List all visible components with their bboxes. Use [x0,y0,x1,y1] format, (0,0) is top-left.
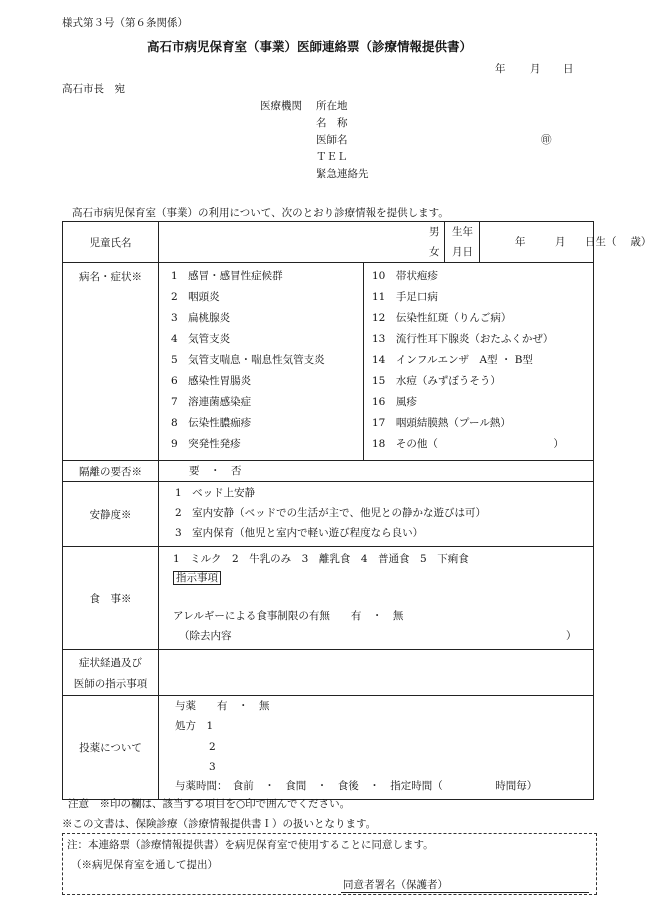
meal-label: 食 事※ [63,547,159,650]
row-disease [63,263,594,461]
date-month-label: 月 [530,63,541,75]
row-isolation [63,461,594,482]
disease-item[interactable]: 10 帯状疱疹 [372,270,438,282]
instructions-label: 指示事項 [173,571,221,585]
disease-item[interactable]: 18 その他（ ） [372,438,564,450]
seal-mark: ㊞ [541,134,552,146]
institution-label: 医療機関 [260,100,302,112]
disease-item[interactable]: 7 溶連菌感染症 [171,396,252,408]
birth-label-top: 生年 [452,226,473,238]
consent-via: （※病児保育室を通して提出） [71,859,218,871]
child-name-label: 児童氏名 [63,222,159,263]
removal-content-label[interactable]: （除去内容 [179,630,232,642]
note-insurance: ※この文書は、保険診療（診療情報提供書Ｉ）の扱いとなります。 [62,818,377,830]
prescription-line-3[interactable]: 3 [209,761,216,773]
disease-item[interactable]: 14 インフルエンザ A型 ・ B型 [372,354,533,366]
rest-option[interactable]: 2 室内安静（ベッドでの生活が主で、他児との静かな遊びは可） [175,507,486,519]
row-child-name [63,222,594,263]
disease-item[interactable]: 4 気管支炎 [171,333,231,345]
rest-label: 安静度※ [63,482,159,547]
meal-cell [159,547,594,650]
progress-cell[interactable] [159,650,594,696]
disease-item[interactable]: 5 気管支喘息・喘息性気管支炎 [171,354,325,366]
child-name-cell[interactable] [159,222,651,263]
intro-text: 高石市病児保育室（事業）の利用について、次のとおり診療情報を提供します。 [72,207,449,219]
addressee: 高石市長 宛 [62,83,125,95]
gender-divider [444,222,445,262]
disease-item[interactable]: 17 咽頭結膜熱（プール熱） [372,417,511,429]
prescription-line-2[interactable]: 2 [209,741,216,753]
progress-label-line1: 症状経過及び [79,656,142,669]
rest-option[interactable]: 3 室内保育（他児と室内で軽い遊び程度なら良い） [175,527,424,539]
medication-timing[interactable]: 与薬時間： 食前 ・ 食間 ・ 食後 ・ 指定時間（ 時間毎） [175,780,538,792]
row-progress [63,650,594,696]
form-number: 様式第３号（第６条関係） [62,17,188,29]
medication-cell [159,696,594,800]
meal-options[interactable]: 1 ミルク 2 牛乳のみ 3 離乳食 4 普通食 5 下痢食 [173,553,469,565]
isolation-options[interactable]: 要 ・ 否 [189,465,242,477]
disease-label-cell [63,263,159,461]
signature-line[interactable] [341,892,589,893]
disease-item[interactable]: 12 伝染性紅斑（りんご病） [372,312,512,324]
isolation-cell [159,461,594,482]
birth-year-label: 年 [515,236,526,248]
instructions-label-wrap [173,571,221,585]
progress-label-line2: 医師の指示事項 [73,677,148,690]
institution-name-label: 名 称 [316,117,348,129]
prescription-line-1[interactable]: 処方 1 [175,720,214,732]
note-asterisk: 注意 ※印の欄は、該当する項目を○印で囲んでください。 [68,798,351,810]
allergy-question[interactable]: アレルギーによる食事制限の有無 有 ・ 無 [173,610,404,622]
tel-label: ＴＥＬ [316,151,348,163]
row-meal [63,547,594,650]
medication-give[interactable]: 与薬 有 ・ 無 [175,700,270,712]
disease-item[interactable]: 8 伝染性膿痂疹 [171,417,252,429]
row-medication [63,696,594,800]
disease-item[interactable]: 1 感冒・感冒性症候群 [171,270,283,282]
form-table [62,221,651,800]
medication-label: 投薬について [63,696,159,800]
consent-box [62,833,597,895]
birth-day-age-label: 日生（ 歳） [585,236,651,248]
birth-month-label: 月 [555,236,566,248]
disease-item[interactable]: 9 突発性発疹 [171,438,241,450]
gender-female[interactable]: 女 [429,246,440,258]
rest-cell [159,482,594,547]
disease-cell [159,263,594,461]
disease-item[interactable]: 16 風疹 [372,396,417,408]
institution-address-label: 所在地 [316,100,348,112]
consent-text: 注：本連絡票（診療情報提供書）を病児保育室で使用することに同意します。 [67,839,434,851]
rest-option[interactable]: 1 ベッド上安静 [175,487,256,499]
row-rest [63,482,594,547]
emergency-contact-label: 緊急連絡先 [316,168,369,180]
doctor-name-label: 医師名 [316,134,348,146]
disease-item[interactable]: 11 手足口病 [372,291,438,303]
date-year-label: 年 [495,63,506,75]
document-title: 高石市病児保育室（事業）医師連絡票（診療情報提供書） [147,39,473,54]
birth-divider [479,222,480,262]
disease-label: 病名・症状※ [79,271,142,283]
disease-item[interactable]: 3 扁桃腺炎 [171,312,231,324]
disease-item[interactable]: 2 咽頭炎 [171,291,220,303]
date-day-label: 日 [563,63,574,75]
disease-item[interactable]: 15 水痘（みずぼうそう） [372,375,501,387]
removal-content-close: ） [566,630,577,642]
birth-label-bottom: 月日 [452,246,473,258]
disease-item[interactable]: 13 流行性耳下腺炎（おたふくかぜ） [372,333,554,345]
disease-item[interactable]: 6 感染性胃腸炎 [171,375,252,387]
consent-signature-label: 同意者署名（保護者） [343,879,448,891]
progress-label-cell [63,650,159,696]
isolation-label: 隔離の要否※ [63,461,159,482]
disease-column-divider [363,263,364,460]
gender-male[interactable]: 男 [429,226,440,238]
